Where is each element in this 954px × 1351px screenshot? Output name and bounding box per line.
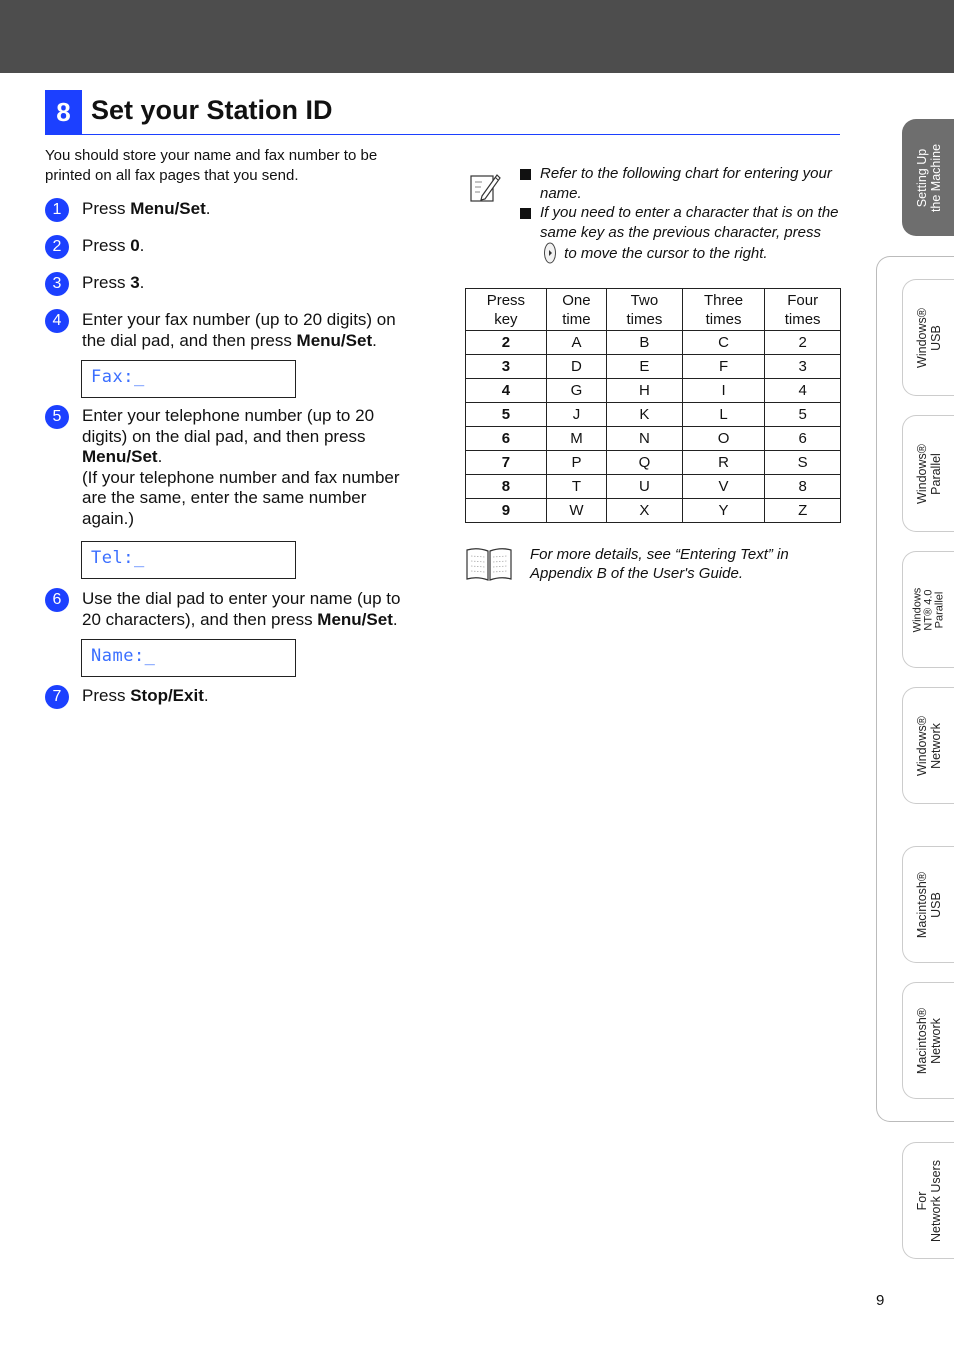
lcd-text: Fax:_ (91, 367, 145, 387)
table-row (466, 331, 841, 355)
table-cell: Y (682, 499, 765, 523)
step-number: 7 (45, 685, 69, 709)
section-title: Set your Station ID (91, 95, 333, 125)
table-cell: H (607, 379, 683, 403)
table-cell: A (546, 331, 606, 355)
bullet-square-icon (520, 208, 531, 219)
table-cell: K (607, 403, 683, 427)
tab-windows-nt-parallel[interactable] (902, 551, 954, 668)
more-details-text: For more details, see “Entering Text” in Appendix B of the User's Guide. (530, 546, 789, 582)
table-row (466, 499, 841, 523)
table-cell: R (682, 451, 765, 475)
table-cell: 4 (765, 379, 841, 403)
tab-label: Windows® USB (915, 307, 943, 368)
step-number: 5 (45, 405, 69, 429)
book-icon (465, 546, 513, 584)
table-cell: 2 (765, 331, 841, 355)
tab-label: Windows® Network (915, 715, 943, 776)
title-divider (45, 134, 840, 135)
table-cell: F (682, 355, 765, 379)
tab-setting-up-the-machine[interactable] (902, 119, 954, 236)
table-cell: M (546, 427, 606, 451)
key-cell: 4 (466, 379, 547, 403)
table-cell: D (546, 355, 606, 379)
step-text: Use the dial pad to enter your name (up to 20 characters), and then press Menu/Set. (82, 589, 401, 629)
tab-windows-parallel[interactable] (902, 415, 954, 532)
step-number: 3 (45, 272, 69, 296)
table-cell: J (546, 403, 606, 427)
key-cell: 5 (466, 403, 547, 427)
lcd-text: Name:_ (91, 646, 156, 666)
table-row (466, 427, 841, 451)
column-header: Three times (682, 289, 765, 331)
table-cell: E (607, 355, 683, 379)
note-box (520, 164, 840, 264)
table-cell: V (682, 475, 765, 499)
key-cell: 9 (466, 499, 547, 523)
right-arrow-key-icon (543, 242, 557, 264)
table-cell: O (682, 427, 765, 451)
tab-label: For Network Users (915, 1159, 943, 1242)
table-cell: G (546, 379, 606, 403)
table-cell: Z (765, 499, 841, 523)
table-cell: 5 (765, 403, 841, 427)
step-number: 1 (45, 198, 69, 222)
column-header: Four times (765, 289, 841, 331)
lcd-name-display (81, 639, 296, 677)
table-cell: P (546, 451, 606, 475)
column-header: Press key (466, 289, 547, 331)
table-cell: 6 (765, 427, 841, 451)
table-cell: Q (607, 451, 683, 475)
page-number: 9 (876, 1292, 885, 1309)
table-cell: B (607, 331, 683, 355)
tab-label: Windows® Parallel (915, 443, 943, 504)
table-cell: T (546, 475, 606, 499)
key-cell: 3 (466, 355, 547, 379)
key-cell: 7 (466, 451, 547, 475)
table-cell: L (682, 403, 765, 427)
table-row (466, 403, 841, 427)
note-item: If you need to enter a character that is on the same key as the previous character, press to move the cursor to the right. (520, 203, 840, 264)
table-cell: X (607, 499, 683, 523)
step-number: 6 (45, 588, 69, 612)
step-text: Press 3. (82, 273, 145, 292)
table-row (466, 475, 841, 499)
lcd-tel-display (81, 541, 296, 579)
key-cell: 6 (466, 427, 547, 451)
key-cell: 8 (466, 475, 547, 499)
section-number: 8 (45, 90, 82, 134)
tab-macintosh-usb[interactable] (902, 846, 954, 963)
step-text: Press 0. (82, 236, 145, 255)
column-header: Two times (607, 289, 683, 331)
note-item: Refer to the following chart for entering your name. (520, 164, 840, 203)
note-pencil-icon (468, 170, 502, 204)
table-cell: 3 (765, 355, 841, 379)
table-cell: 8 (765, 475, 841, 499)
lcd-fax-display (81, 360, 296, 398)
table-cell: W (546, 499, 606, 523)
table-row (466, 355, 841, 379)
step-text: Enter your telephone number (up to 20 digits) on the dial pad, and then press Menu/Set. (If your telephone number and fax number are the same, enter the same number again.) (82, 406, 400, 528)
table-row (466, 379, 841, 403)
tab-windows-network[interactable] (902, 687, 954, 804)
character-entry-table (465, 288, 841, 523)
tab-windows-usb[interactable] (902, 279, 954, 396)
table-cell: U (607, 475, 683, 499)
table-cell: N (607, 427, 683, 451)
header-bar (0, 0, 954, 73)
key-cell: 2 (466, 331, 547, 355)
intro-text: You should store your name and fax number to be printed on all fax pages that you send. (45, 147, 378, 184)
table-row (466, 451, 841, 475)
bullet-square-icon (520, 169, 531, 180)
table-cell: C (682, 331, 765, 355)
tab-label: Macintosh® Network (915, 1007, 943, 1074)
tab-label: Macintosh® USB (915, 871, 943, 938)
tab-for-network-users[interactable] (902, 1142, 954, 1259)
step-text: Press Menu/Set. (82, 199, 211, 218)
step-text: Press Stop/Exit. (82, 686, 209, 705)
step-text: Enter your fax number (up to 20 digits) on the dial pad, and then press Menu/Set. (82, 310, 396, 350)
tab-label: Setting Up the Machine (915, 143, 943, 212)
table-cell: I (682, 379, 765, 403)
tab-macintosh-network[interactable] (902, 982, 954, 1099)
column-header: One time (546, 289, 606, 331)
step-number: 4 (45, 309, 69, 333)
table-cell: S (765, 451, 841, 475)
step-number: 2 (45, 235, 69, 259)
lcd-text: Tel:_ (91, 548, 145, 568)
tab-label: Windows NT® 4.0 Parallel (911, 587, 946, 632)
